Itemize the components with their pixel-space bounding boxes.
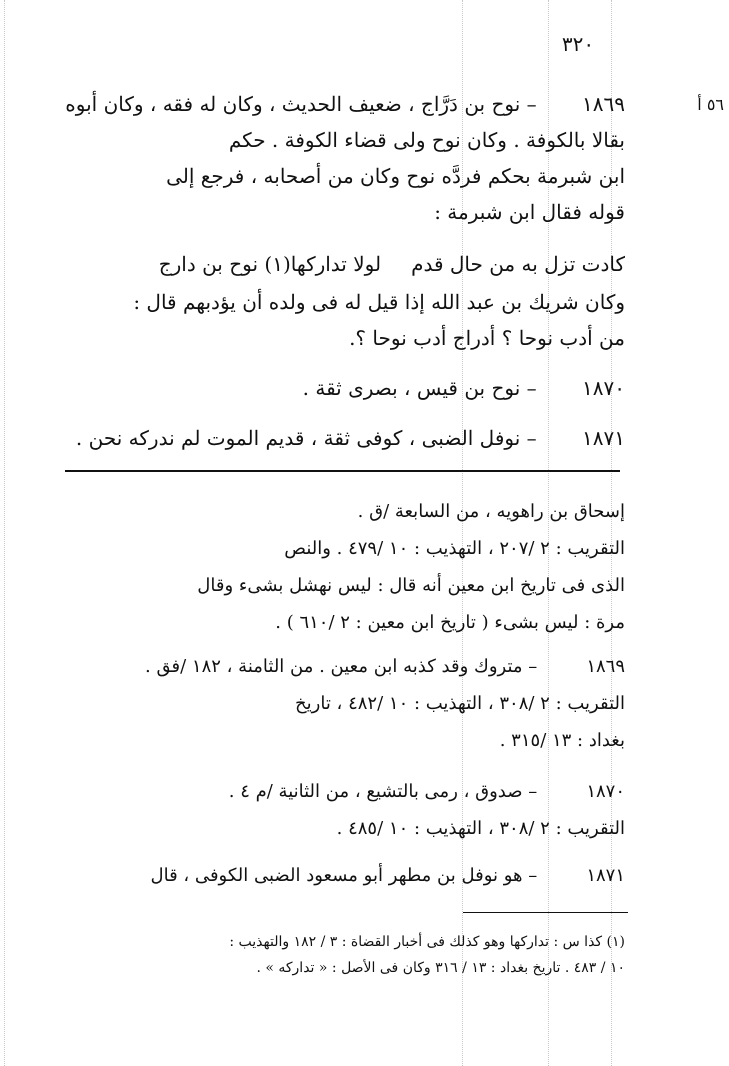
footnote-separator-rule — [463, 912, 628, 913]
notes-continuation-line: مرة : ليس بشىء ( تاريخ ابن معين : ٢ /٦١٠ ) . — [275, 612, 625, 633]
entry-1870-line: ١٨٧٠ – نوح بن قيس ، بصرى ثقة . — [60, 370, 625, 406]
note-1870-line: التقريب : ٢ /٣٠٨ ، التهذيب : ١٠ /٤٨٥ . — [336, 818, 625, 839]
marginal-note: ٥٦ أ — [697, 95, 724, 114]
note-1869-line: بغداد : ١٣ /٣١٥ . — [499, 730, 625, 751]
entry-1871-line: ١٨٧١ – نوفل الضبى ، كوفى ثقة ، قديم الموت لم ندركه نحن . — [60, 420, 625, 456]
scan-guide-line — [4, 0, 5, 1066]
note-1869-line: ١٨٦٩ – متروك وقد كذبه ابن معين . من الثامنة ، ١٨٢ /فق . — [60, 649, 625, 684]
entry-number: ١٨٦٩ — [582, 92, 625, 116]
entry-1869-line: ابن شبرمة بحكم فردَّه نوح وكان من أصحابه ، فرجع إلى — [166, 164, 625, 188]
entry-1869-line: ١٨٦٩ – نوح بن دَرَّاج ، ضعيف الحديث ، وكان له فقه ، وكان أبوه — [60, 86, 625, 122]
note-number: ١٨٧١ — [586, 865, 625, 886]
verse-first-hemistich: كادت تزل به من حال قدم — [411, 252, 625, 276]
notes-continuation-line: إسحاق بن راهويه ، من السابعة /ق . — [357, 501, 625, 522]
entry-1869-line: وكان شريك بن عبد الله إذا قيل له فى ولده أن يؤدبهم قال : — [133, 290, 625, 314]
entry-1869-line: قوله فقال ابن شبرمة : — [434, 200, 625, 224]
entry-number: ١٨٧١ — [582, 426, 625, 450]
note-1869-line: التقريب : ٢ /٣٠٨ ، التهذيب : ١٠ /٤٨٢ ، تاريخ — [295, 693, 625, 714]
footnote-line: (١) كذا س : تداركها وهو كذلك فى أخبار القضاة : ٣ / ١٨٢ والتهذيب : — [229, 934, 625, 950]
verse-second-hemistich: لولا تداركها(١) نوح بن دارج — [158, 252, 382, 276]
footnote-line: ١٠ / ٤٨٣ . تاريخ بغداد : ١٣ / ٣١٦ وكان فى الأصل : « تداركه » . — [256, 960, 625, 976]
page-number: ٣٢٠ — [561, 32, 595, 56]
notes-continuation-line: الذى فى تاريخ ابن معين أنه قال : ليس نهشل بشىء وقال — [197, 575, 625, 596]
entry-1869-line: بقالا بالكوفة . وكان نوح ولى قضاء الكوفة . حكم — [228, 128, 625, 152]
note-1871-line: ١٨٧١ – هو نوفل بن مطهر أبو مسعود الضبى الكوفى ، قال — [60, 858, 625, 893]
note-number: ١٨٧٠ — [586, 781, 625, 802]
note-1870-line: ١٨٧٠ – صدوق ، رمى بالتشيع ، من الثانية /م ٤ . — [60, 774, 625, 809]
note-number: ١٨٦٩ — [586, 656, 625, 677]
verse-line — [60, 246, 625, 282]
entry-1869-line: من أدب نوحا ؟ أدراج أدب نوحا ؟. — [349, 326, 625, 350]
notes-separator-rule — [65, 470, 620, 472]
entry-number: ١٨٧٠ — [582, 376, 625, 400]
notes-continuation-line: التقريب : ٢ /٢٠٧ ، التهذيب : ١٠ /٤٧٩ . والنص — [284, 538, 625, 559]
